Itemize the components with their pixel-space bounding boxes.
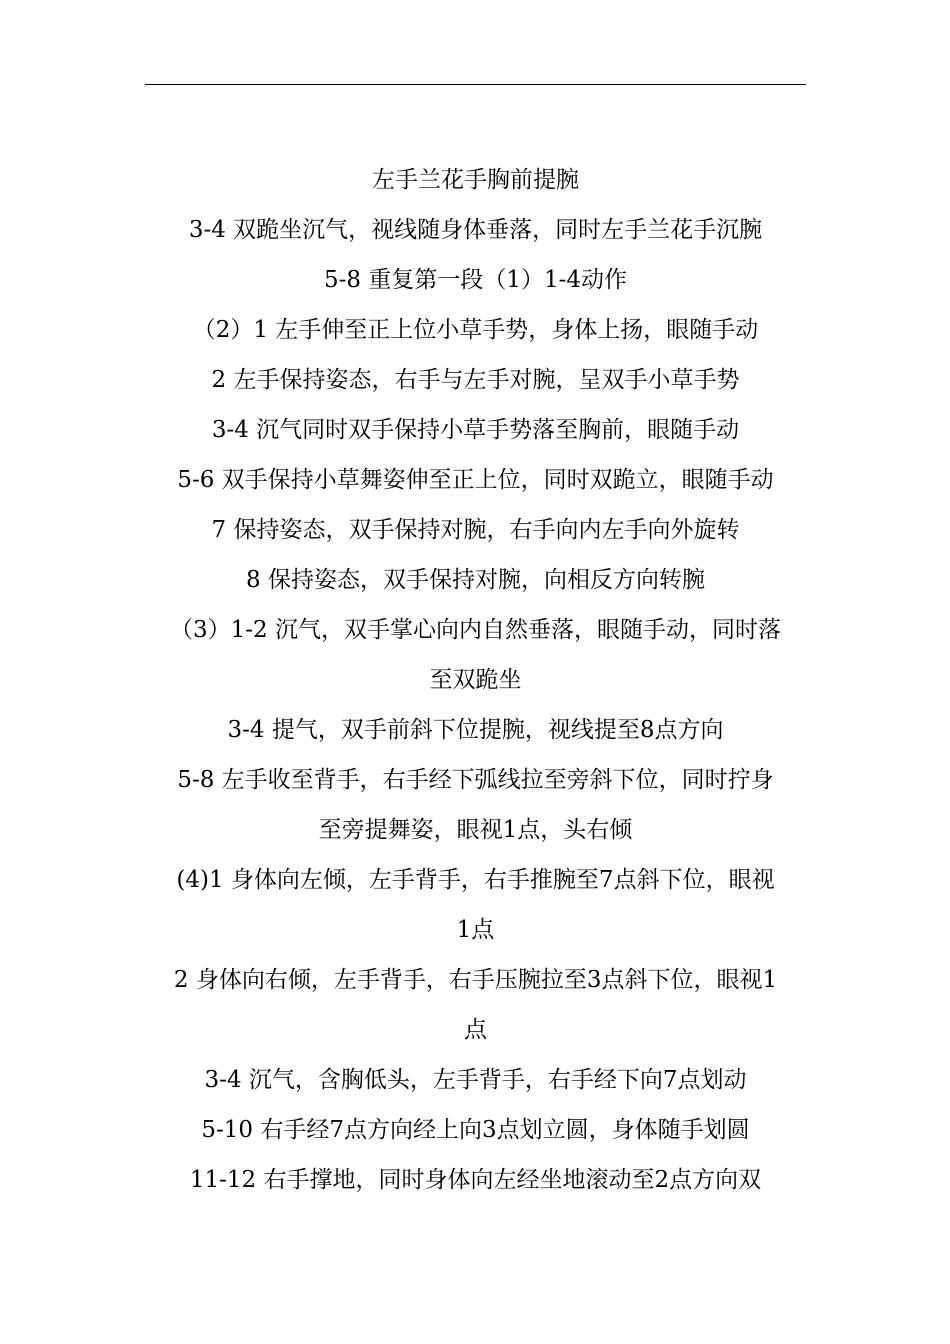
text-line: 3-4 沉气同时双手保持小草手势落至胸前，眼随手动 [211,417,740,443]
text-line: 2 左手保持姿态，右手与左手对腕，呈双手小草手势 [211,367,740,393]
text-line: 2 身体向右倾，左手背手，右手压腕拉至3点斜下位，眼视1 [173,967,778,993]
text-line: 3-4 双跪坐沉气，视线随身体垂落，同时左手兰花手沉腕 [188,217,763,243]
text-line: （2）1 左手伸至正上位小草手势，身体上扬，眼随手动 [192,317,759,343]
text-line: 至双跪坐 [429,667,522,693]
text-line: 7 保持姿态，双手保持对腕，右手向内左手向外旋转 [211,517,740,543]
header-rule [145,84,806,85]
text-line: 5-6 双手保持小草舞姿伸至正上位，同时双跪立，眼随手动 [177,467,774,493]
text-line: 5-8 左手收至背手，右手经下弧线拉至旁斜下位，同时拧身 [177,767,774,793]
text-line: 点 [464,1017,487,1043]
text-line: （3）1-2 沉气，双手掌心向内自然垂落，眼随手动，同时落 [170,617,781,643]
text-line: 1点 [456,917,495,943]
document-body [145,155,806,1205]
text-line: 11-12 右手撑地，同时身体向左经坐地滚动至2点方向双 [189,1167,762,1193]
text-line: 8 保持姿态，双手保持对腕，向相反方向转腕 [246,567,705,593]
text-line: 5-8 重复第一段（1）1-4动作 [323,267,628,293]
text-line: 至旁提舞姿，眼视1点，头右倾 [318,817,633,843]
text-line: 3-4 提气，双手前斜下位提腕，视线提至8点方向 [227,717,724,743]
text-line: 3-4 沉气，含胸低头，左手背手，右手经下向7点划动 [204,1067,747,1093]
text-line: 5-10 右手经7点方向经上向3点划立圆，身体随手划圆 [201,1117,750,1143]
text-line: 左手兰花手胸前提腕 [372,167,579,193]
text-line: (4)1 身体向左倾，左手背手，右手推腕至7点斜下位，眼视 [176,867,775,893]
